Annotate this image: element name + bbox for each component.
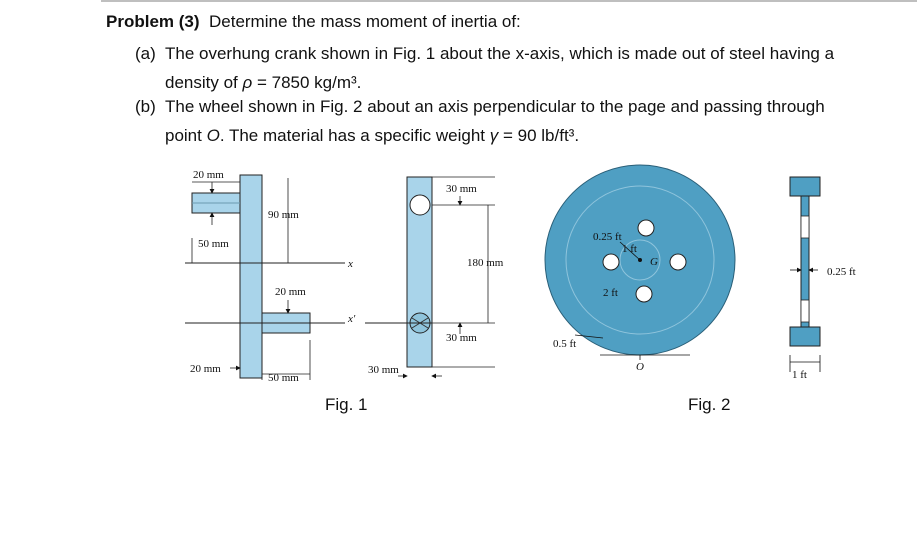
rho-symbol: ρ: [242, 73, 253, 92]
part-a-density: = 7850 kg/m³.: [252, 73, 362, 92]
part-b-text2b: . The material has a specific weight: [219, 126, 490, 145]
dim-20mm-top: 20 mm: [193, 169, 224, 181]
fig2-caption: Fig. 2: [688, 395, 731, 414]
dim-05ft: 0.5 ft: [553, 338, 577, 350]
side-1ft: 1 ft: [792, 369, 807, 381]
dim-180mm: 180 mm: [467, 257, 504, 269]
axis-x-label: x: [348, 258, 353, 270]
part-b-label: (b): [135, 97, 156, 116]
part-b-text2a: point: [165, 126, 207, 145]
wheel-side-view: [790, 177, 820, 372]
label-o: O: [636, 361, 644, 373]
dim-30mm-bottom: 30 mm: [368, 364, 399, 376]
gamma-symbol: γ: [489, 126, 499, 145]
problem-title: Determine the mass moment of inertia of:: [208, 12, 521, 31]
dim-20mm-mid: 20 mm: [275, 286, 306, 298]
dim-1ft: 1 ft: [622, 243, 637, 255]
problem-label: Problem (3): [106, 12, 200, 31]
dim-50mm-bottom: 50 mm: [268, 372, 299, 384]
part-a-label: (a): [135, 44, 156, 63]
side-025ft: 0.25 ft: [827, 266, 856, 278]
wheel-front: [545, 165, 735, 360]
dim-30mm-top: 30 mm: [446, 183, 477, 195]
fig1-caption: Fig. 1: [325, 395, 368, 414]
part-a-text1: The overhung crank shown in Fig. 1 about the x-axis, which is made out of steel having a: [165, 44, 835, 63]
dim-20mm-bottom: 20 mm: [190, 363, 221, 375]
part-b-text1: The wheel shown in Fig. 2 about an axis perpendicular to the page and passing through: [165, 97, 825, 116]
axis-xprime-label: x′: [348, 313, 356, 325]
dim-90mm: 90 mm: [268, 209, 299, 221]
point-o: O: [206, 126, 220, 145]
dim-2ft: 2 ft: [603, 287, 618, 299]
dim-025ft: 0.25 ft: [593, 231, 622, 243]
dim-50mm-left: 50 mm: [198, 238, 229, 250]
label-g: G: [650, 256, 658, 268]
dim-30mm-low: 30 mm: [446, 332, 477, 344]
part-b-weight: = 90 lb/ft³.: [498, 126, 580, 145]
part-a-text2a: density of: [165, 73, 243, 92]
